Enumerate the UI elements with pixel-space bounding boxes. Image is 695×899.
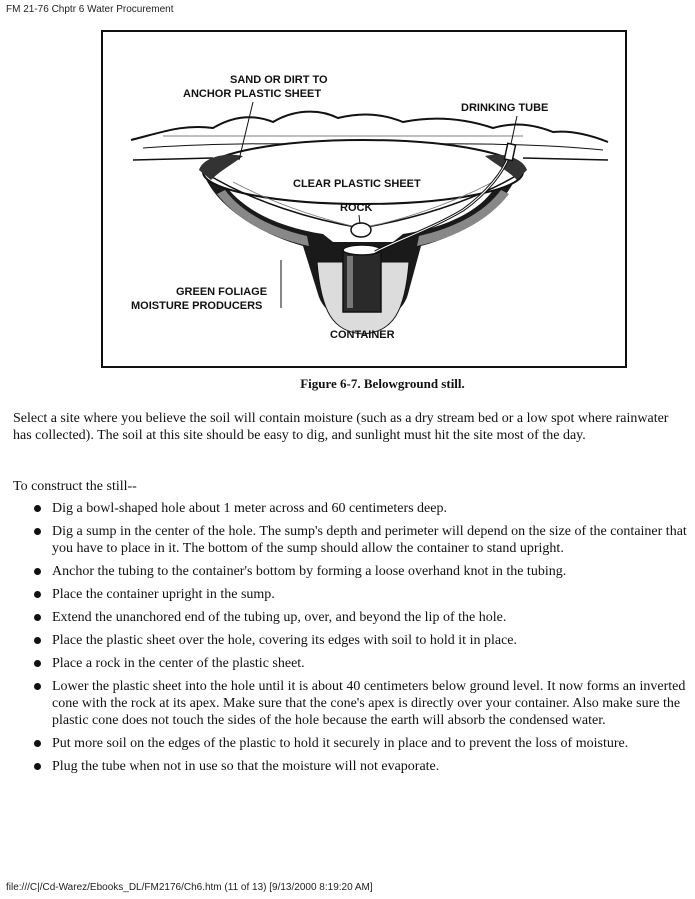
figure-belowground-still	[101, 30, 627, 368]
leader-tube	[511, 116, 517, 144]
rock	[351, 223, 371, 237]
label-foliage-1: GREEN FOLIAGE	[176, 286, 268, 298]
list-item: Dig a bowl-shaped hole about 1 meter across and 60 centimeters deep.	[13, 500, 687, 517]
intro-paragraph: Select a site where you believe the soil will contain moisture (such as a dry stream bed or a low spot where rainwater has collected). The soil at this site should be easy to dig, and sunlight must hit the site most of the day.	[13, 411, 669, 443]
label-drinking-tube: DRINKING TUBE	[461, 102, 549, 114]
list-item: Put more soil on the edges of the plastic to hold it securely in place and to prevent the loss of moisture.	[13, 735, 687, 752]
list-item: Extend the unanchored end of the tubing up, over, and beyond the lip of the hole.	[13, 609, 687, 626]
label-plastic-sheet: CLEAR PLASTIC SHEET	[293, 178, 421, 190]
label-container: CONTAINER	[330, 329, 395, 341]
plastic-sheet	[203, 140, 523, 204]
page-footer-path: file:///C|/Cd-Warez/Ebooks_DL/FM2176/Ch6.htm (11 of 13) [9/13/2000 8:19:20 AM]	[6, 882, 373, 893]
label-sand-1: SAND OR DIRT TO	[230, 74, 328, 86]
page-header: FM 21-76 Chptr 6 Water Procurement	[6, 4, 174, 15]
list-item: Dig a sump in the center of the hole. The sump's depth and perimeter will depend on the size of the container that you have to place in it. The bottom of the sump should allow the container to stand upright.	[13, 523, 687, 557]
figure-caption: Figure 6-7. Belowground still.	[300, 376, 465, 391]
still-illustration	[103, 32, 625, 366]
list-item: Place the plastic sheet over the hole, covering its edges with soil to hold it in place.	[13, 632, 687, 649]
list-item: Place a rock in the center of the plastic sheet.	[13, 655, 687, 672]
label-sand-2: ANCHOR PLASTIC SHEET	[183, 88, 322, 100]
steps-lead: To construct the still--	[13, 479, 137, 494]
label-rock: ROCK	[340, 202, 373, 214]
hills-outline	[131, 112, 608, 142]
list-item: Place the container upright in the sump.	[13, 586, 687, 603]
label-foliage-2: MOISTURE PRODUCERS	[131, 300, 263, 312]
list-item: Lower the plastic sheet into the hole until it is about 40 centimeters below ground level. It now forms an inverted cone with the rock at its apex. Make sure that the cone's apex is directly over your container. Also make sure the plastic cone does not touch the sides of the hole because the earth will absorb the condensed water.	[13, 678, 687, 729]
construction-steps-list	[13, 500, 687, 781]
list-item: Plug the tube when not in use so that the moisture will not evaporate.	[13, 758, 687, 775]
list-item: Anchor the tubing to the container's bottom by forming a loose overhand knot in the tubing.	[13, 563, 687, 580]
